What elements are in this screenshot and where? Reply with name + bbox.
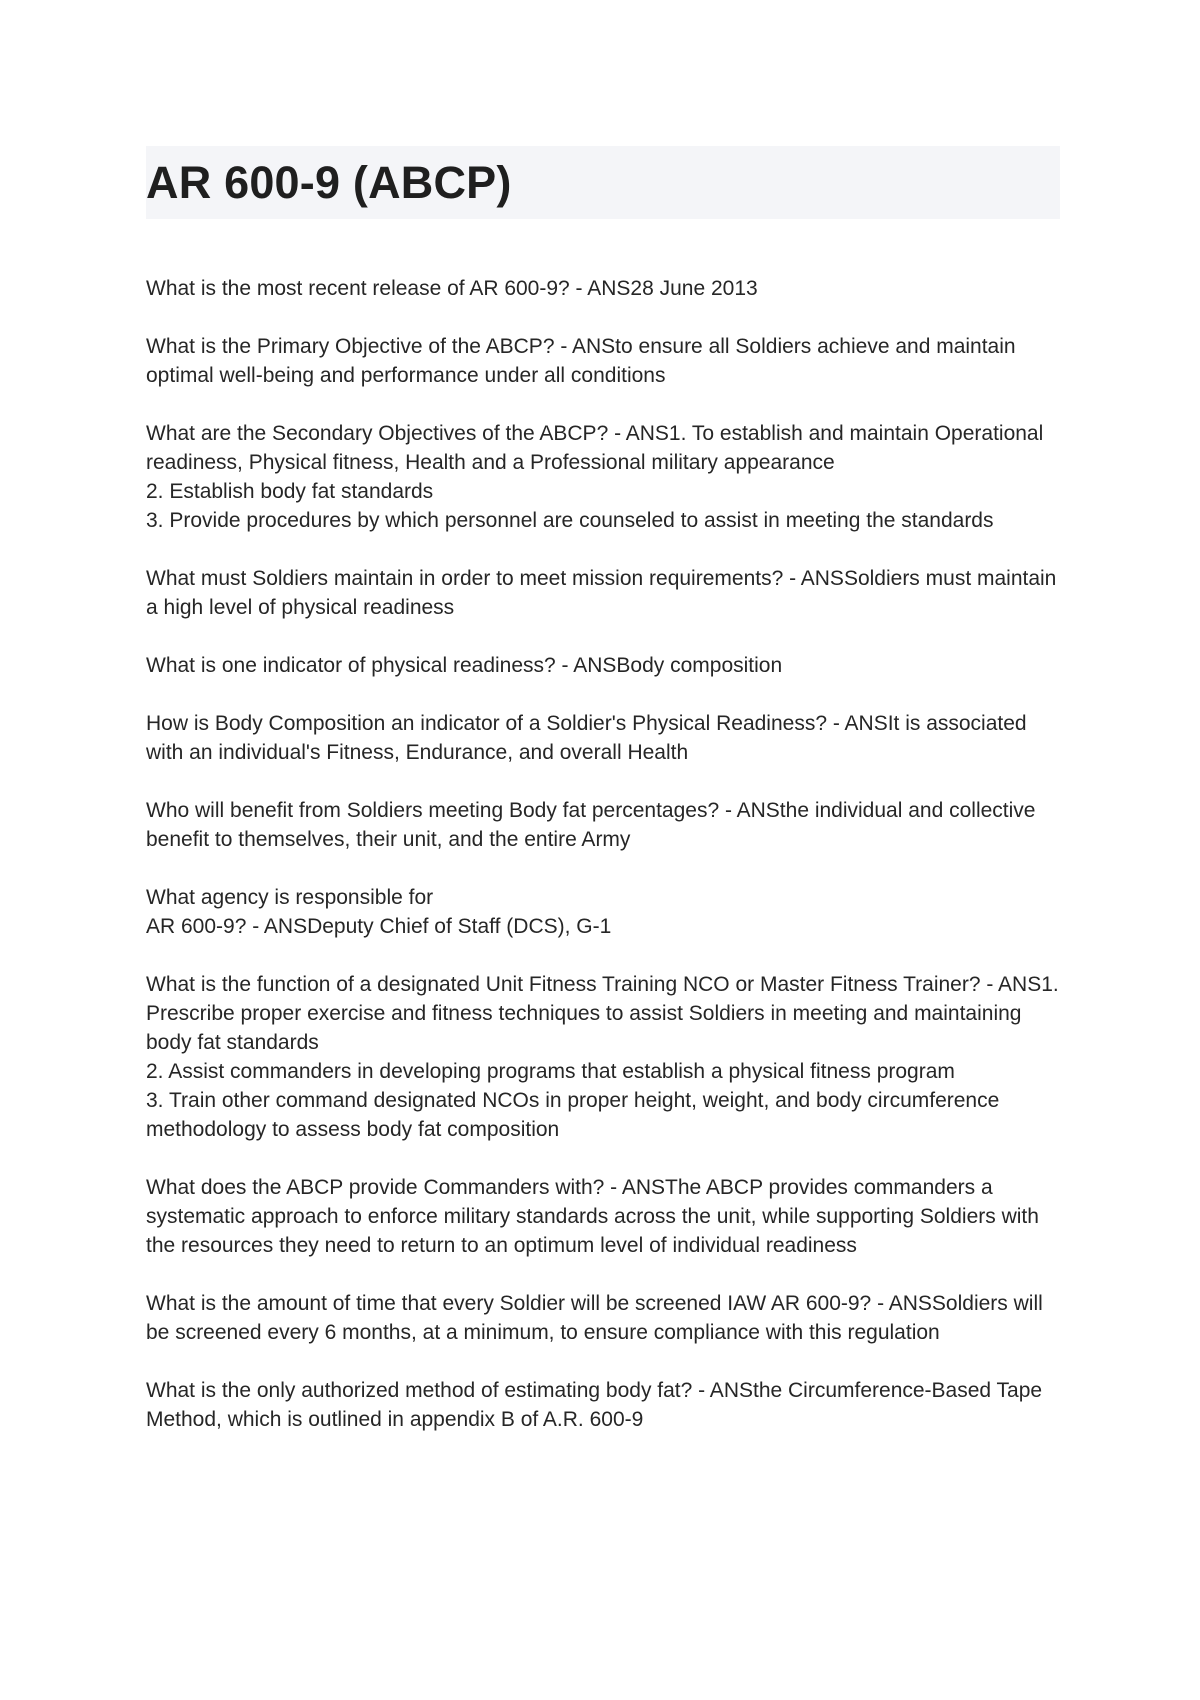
qa-entry-8: What agency is responsible for AR 600-9? - ANSDeputy Chief of Staff (DCS), G-1 — [146, 886, 612, 938]
qa-entry-2: What is the Primary Objective of the ABCP? - ANSto ensure all Soldiers achieve and maintain optimal well-being and performance under all conditions — [146, 335, 1016, 387]
qa-entry-12: What is the only authorized method of estimating body fat? - ANSthe Circumference-Based Tape Method, which is outlined in appendix B of A.R. 600-9 — [146, 1379, 1043, 1431]
qa-entry-5: What is one indicator of physical readiness? - ANSBody composition — [146, 654, 783, 677]
title-banner — [146, 146, 1060, 219]
document-page — [146, 146, 1060, 1463]
page-title: AR 600-9 (ABCP) — [146, 156, 512, 208]
qa-entry-11: What is the amount of time that every Soldier will be screened IAW AR 600-9? - ANSSoldiers will be screened every 6 months, at a minimum, to ensure compliance with this regulation — [146, 1292, 1043, 1344]
qa-entry-10: What does the ABCP provide Commanders with? - ANSThe ABCP provides commanders a systematic approach to enforce military standards across the unit, while supporting Soldiers with the resources they need to return to an optimum level of individual readiness — [146, 1176, 1039, 1257]
qa-entry-6: How is Body Composition an indicator of a Soldier's Physical Readiness? - ANSIt is associated with an individual's Fitness, Endurance, and overall Health — [146, 712, 1027, 764]
qa-entry-4: What must Soldiers maintain in order to meet mission requirements? - ANSSoldiers must maintain a high level of physical readiness — [146, 567, 1057, 619]
qa-entry-9: What is the function of a designated Unit Fitness Training NCO or Master Fitness Trainer? - ANS1. Prescribe proper exercise and fitness techniques to assist Soldiers in meeting and maintaining body fat standards 2. Assist commanders in developing programs that establish a physical fitness program 3. Train other command designated NCOs in proper height, weight, and body circumference methodology to assess body fat composition — [146, 973, 1059, 1141]
qa-entry-3: What are the Secondary Objectives of the ABCP? - ANS1. To establish and maintain Operational readiness, Physical fitness, Health and a Professional military appearance 2. Establish body fat standards 3. Provide procedures by which personnel are counseled to assist in meeting the standards — [146, 422, 1044, 532]
qa-entry-7: Who will benefit from Soldiers meeting Body fat percentages? - ANSthe individual and collective benefit to themselves, their unit, and the entire Army — [146, 799, 1036, 851]
qa-list — [146, 274, 1060, 1434]
qa-entry-1: What is the most recent release of AR 600-9? - ANS28 June 2013 — [146, 277, 758, 300]
